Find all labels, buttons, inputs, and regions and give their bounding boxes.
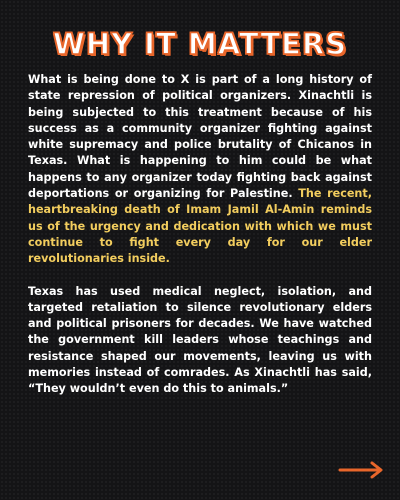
- body-text: [28, 72, 372, 398]
- arrow-right-icon[interactable]: [338, 460, 386, 480]
- paragraph-1: [28, 72, 372, 268]
- paragraph-1-highlight: The recent, heartbreaking death of Imam Jamil Al-Amin reminds us of the urgency and dedication with which we must continue to fight every day for our elder revolutionaries inside.: [28, 187, 372, 266]
- paragraph-1-text: What is being done to X is part of a long history of state repression of political organizers. Xinachtli is being subjected to this treatment because of his success as a community organizer fighting against white supremacy and police brutality of Chicanos in Texas. What is happening to him could be what happens to any organizer today fighting back against deportations or organizing for Palestine.: [28, 73, 372, 201]
- page-title: WHY IT MATTERS: [52, 27, 348, 61]
- paragraph-2: Texas has used medical neglect, isolation, and targeted retaliation to silence revolutionary elders and political prisoners for decades. We have watched the government kill leaders whose teachings and resistance shaped our movements, leaving us with memories instead of comrades. As Xinachtli has said, “They wouldn’t even do this to animals.”: [28, 284, 372, 396]
